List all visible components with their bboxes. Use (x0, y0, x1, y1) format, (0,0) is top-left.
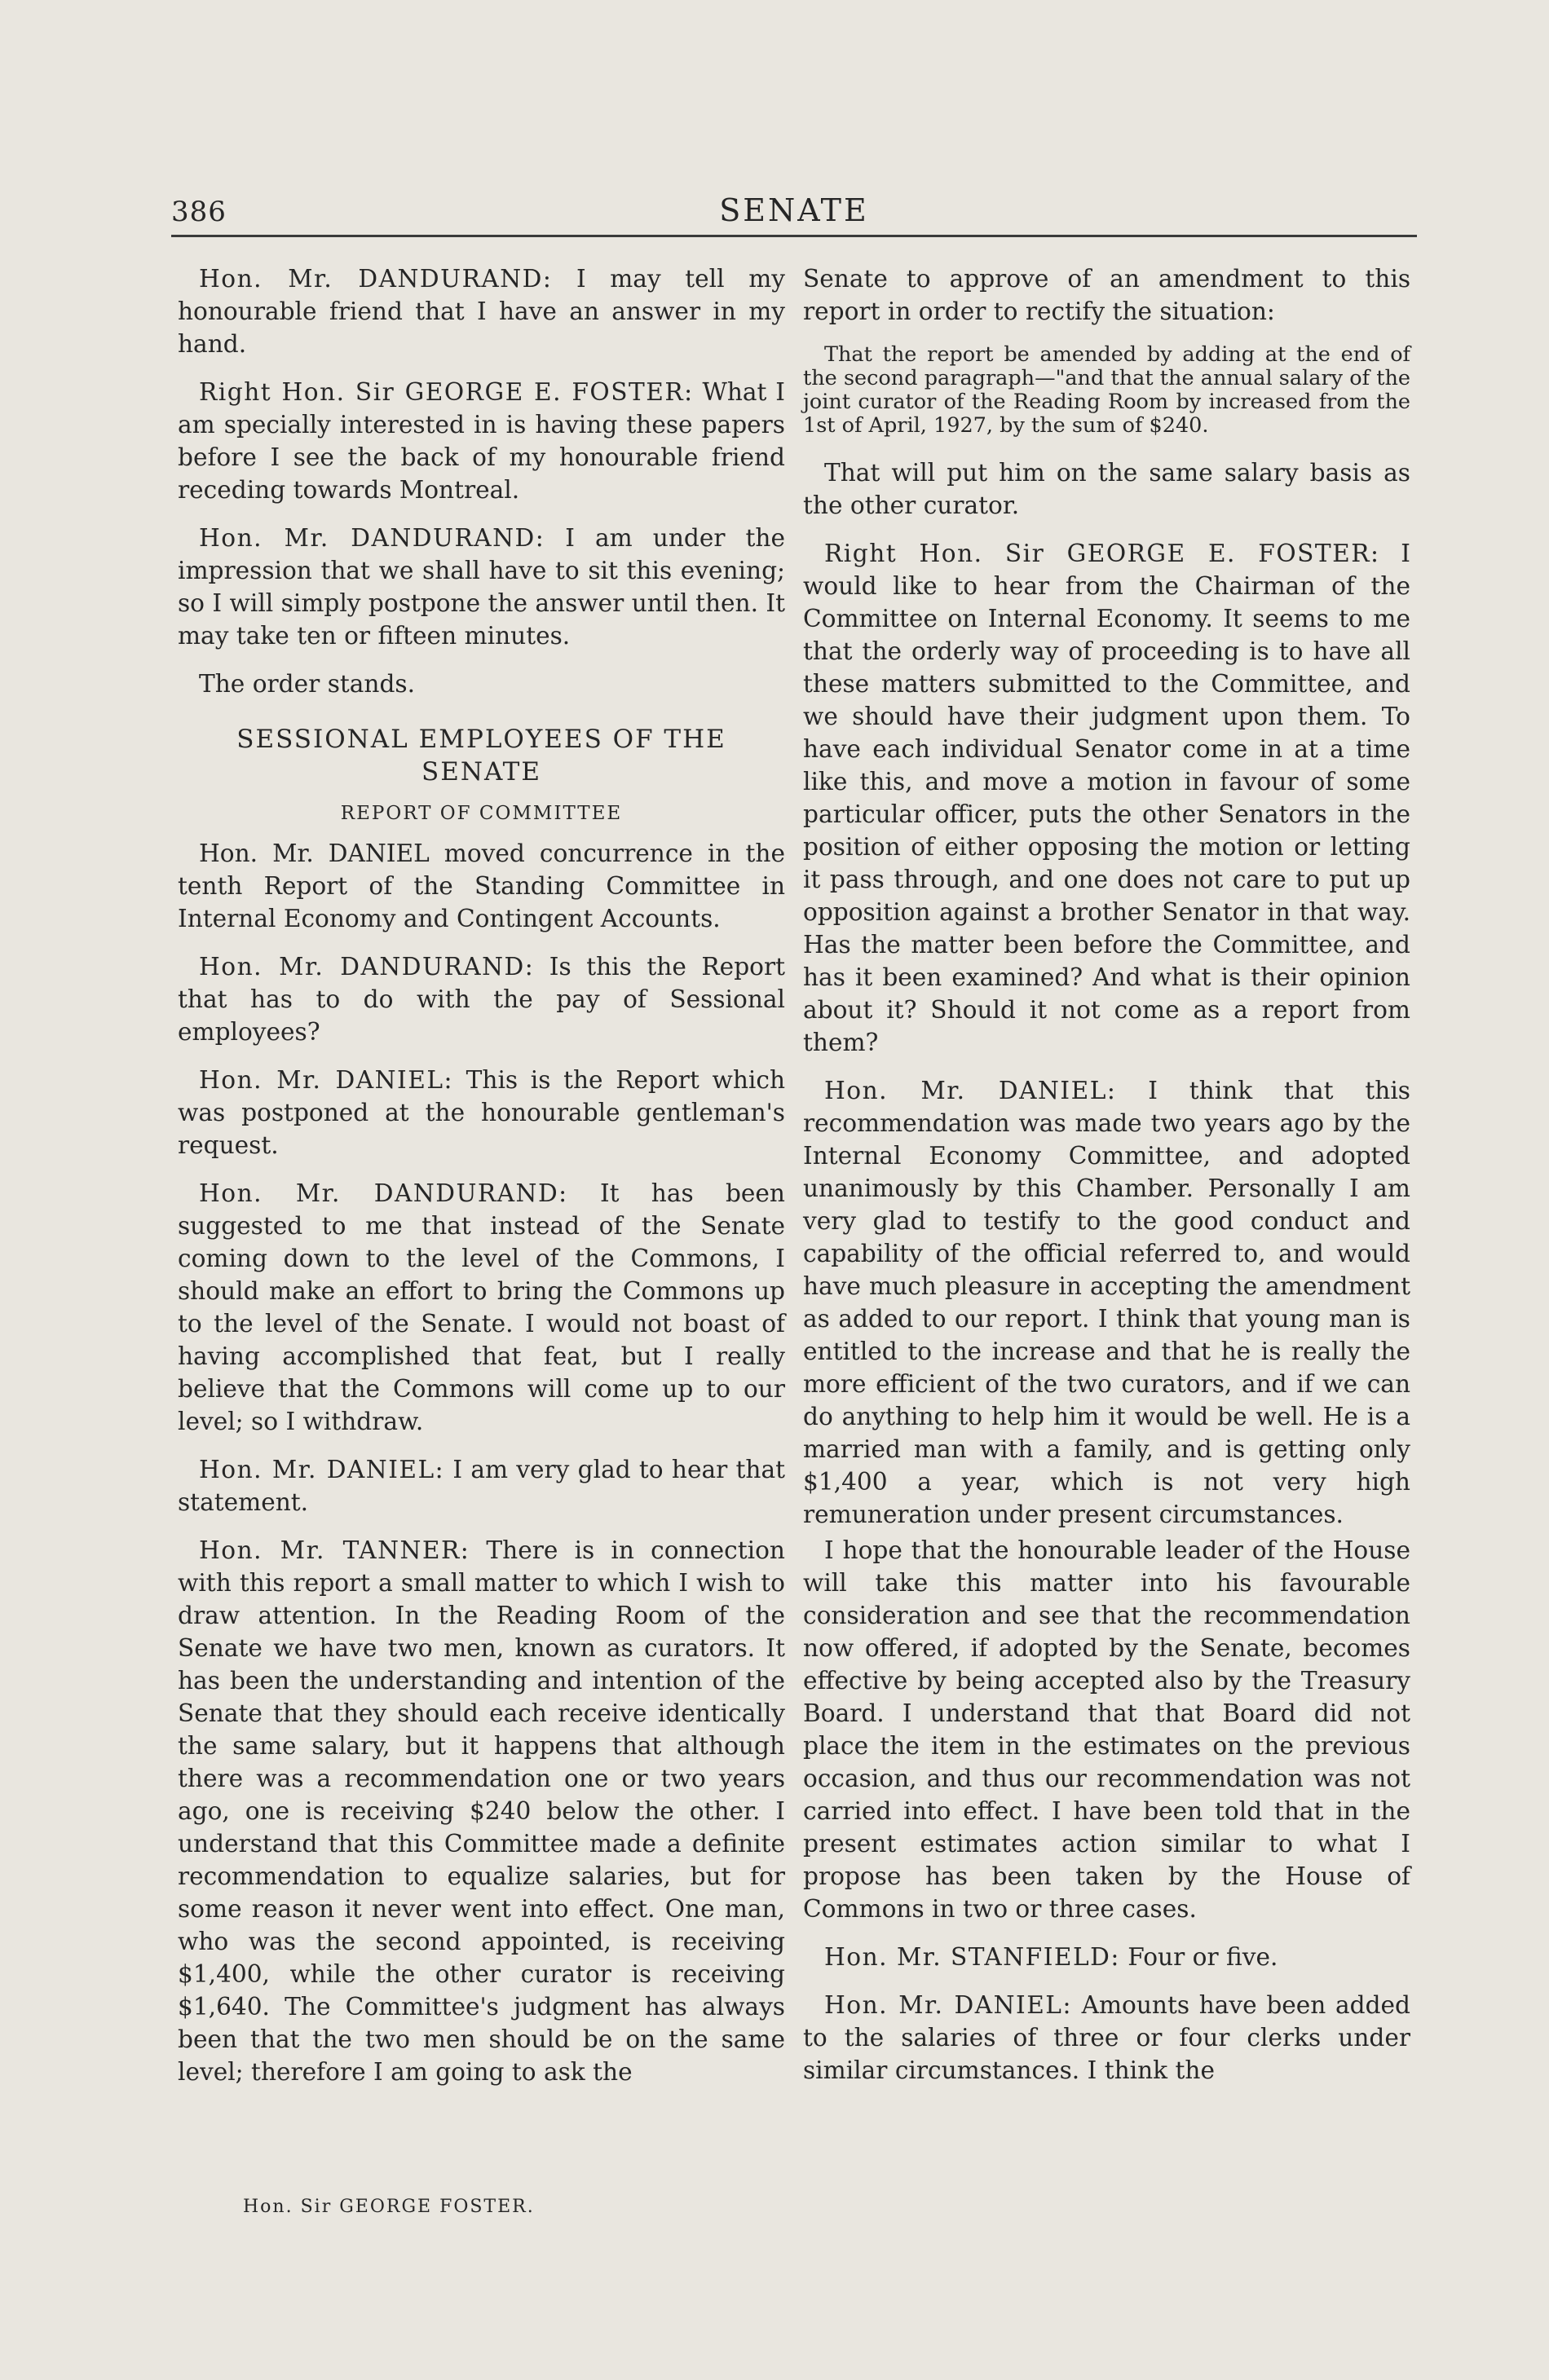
amendment-quote (803, 343, 1410, 438)
speech-text: I would like to hear from the Chairman of the Committee on Internal Economy. It seems to me that the orderly way of proceeding is to have all these matters submitted to the Committee, and we should have their judgment upon them. To have each individual Senator come in at a time like this, and move a motion in favour of some particular officer, puts the other Senators in the position of either opposing the motion or letting it pass through, and one does not care to put up opposition against a brother Senator in that way. Has the matter been before the Committee, and has it been examined? And what is their opinion about it? Should it not come as a report from them? (803, 540, 1410, 1056)
speech-text: I think that this recommendation was made two years ago by the Internal Economy Committee, and adopted unanimously by this Chamber. Personally I am very glad to testify to the good conduct and capability of the official referred to, and would have much pleasure in accepting the amendment as added to our report. I think that young man is entitled to the increase and that he is really the more efficient of the two curators, and if we can do anything to help him it would be well. He is a married man with a family, and is getting only $1,400 a year, which is not very high remuneration under present circumstances. (803, 1077, 1410, 1528)
page-number: 386 (171, 196, 227, 228)
paragraph (803, 456, 1410, 522)
speaker-name: Hon. Mr. DANDURAND: (199, 1179, 568, 1207)
speech-text: What I am specially interested in is having these papers before I see the back of my honourable friend receding towards Montreal. (178, 378, 785, 504)
speech-text: I am very glad to hear that statement. (178, 1456, 785, 1516)
speech-text: I hope that the honourable leader of the House will take this matter into his favourable consideration and see that the recommendation now offered, if adopted by the Senate, becomes effective by being accepted also by the Treasury Board. I understand that that Board did not place the item in the estimates on the previous occasion, and thus our recommendation was not carried into effect. I have been told that in the present estimates action similar to what I propose has been taken by the House of Commons in two or three cases. (803, 1536, 1410, 1923)
speaker-name: Hon. Mr. DANIEL: (824, 1991, 1072, 2019)
paragraph (178, 262, 785, 360)
speech-text: There is in connection with this report a small matter to which I wish to draw attention. In the Reading Room of the Senate we have two men, known as curators. It has been the understanding and intention of the Senate that they should each receive identically the same salary, but it happens that although there was a recommendation one or two years ago, one is receiving $240 below the other. I understand that this Committee made a definite recommendation to equalize salaries, but for some reason it never went into effect. One man, who was the second appointed, is receiving $1,400, while the other curator is receiving $1,640. The Committee's judgment has always been that the two men should be on the same level; therefore I am going to ask the (178, 1536, 785, 2086)
paragraph (178, 522, 785, 652)
speaker-name: Hon. Mr. DANDURAND: (199, 953, 535, 981)
speaker-name: Hon. Mr. STANFIELD: (824, 1943, 1120, 1971)
speaker-name: Right Hon. Sir GEORGE E. FOSTER: (199, 378, 694, 406)
paragraph (178, 1177, 785, 1438)
speaker-name: Hon. Mr. DANIEL: (199, 1066, 453, 1094)
speaker-name: Hon. Mr. DANIEL: (824, 1077, 1117, 1104)
paragraph (178, 668, 785, 700)
speech-text: That will put him on the same salary basis as the other curator. (803, 459, 1410, 519)
speech-text: Is this the Report that has to do with the pay of Sessional employees? (178, 953, 785, 1046)
paragraph (178, 1453, 785, 1518)
speaker-name: Hon. Mr. DANDURAND: (199, 524, 545, 552)
paragraph (803, 1534, 1410, 1925)
speaker-name: Hon. Mr. DANDURAND: (199, 265, 553, 293)
left-column (178, 262, 785, 2104)
speech-text: That the report be amended by adding at the end of the second paragraph—"and that the annual salary of the joint curator of the Reading Room by increased from the 1st of April, 1927, by the sum of $240. (803, 342, 1410, 438)
speech-text: I may tell my honourable friend that I have an answer in my hand. (178, 265, 785, 358)
section-heading: SESSIONAL EMPLOYEES OF THE SENATE (236, 725, 726, 787)
speaker-name: Hon. Mr. DANIEL: (199, 1456, 445, 1483)
speech-text: The order stands. (199, 670, 416, 698)
speech-text: Senate to approve of an amendment to this report in order to rectify the situation: (803, 265, 1410, 325)
speech-text: Hon. Mr. DANIEL moved concurrence in the tenth Report of the Standing Committee in Internal Economy and Contingent Accounts. (178, 840, 785, 932)
page-header (171, 192, 1417, 233)
paragraph (178, 1534, 785, 2088)
paragraph (803, 1941, 1410, 1973)
header-rule (171, 235, 1417, 237)
speech-text: I am under the impression that we shall have to sit this evening; so I will simply postpone the answer until then. It may take ten or fifteen minutes. (178, 524, 785, 650)
paragraph (178, 950, 785, 1048)
speech-text: Amounts have been added to the salaries of three or four clerks under similar circumstances. I think the (803, 1991, 1410, 2084)
right-column (803, 262, 1410, 2102)
footer-note: Hon. Sir GEORGE FOSTER. (243, 2197, 535, 2217)
paragraph (803, 1074, 1410, 1531)
paragraph (178, 376, 785, 506)
section-subheading: REPORT OF COMMITTEE (340, 803, 623, 824)
running-head: SENATE (719, 192, 869, 228)
speech-text: This is the Report which was postponed at the honourable gentleman's request. (178, 1066, 786, 1159)
paragraph (178, 837, 785, 935)
speech-text: It has been suggested to me that instead of the Senate coming down to the level of the Commons, I should make an effort to bring the Commons up to the level of the Senate. I would not boast of having accomplished that feat, but I really believe that the Commons will come up to our level; so I withdraw. (178, 1179, 785, 1435)
speech-text: Four or five. (1128, 1943, 1278, 1971)
speaker-name: Hon. Mr. TANNER: (199, 1536, 470, 1564)
paragraph (803, 262, 1410, 328)
paragraph (178, 1064, 785, 1161)
speaker-name: Right Hon. Sir GEORGE E. FOSTER: (824, 540, 1380, 567)
paragraph (803, 1989, 1410, 2087)
paragraph (803, 537, 1410, 1059)
